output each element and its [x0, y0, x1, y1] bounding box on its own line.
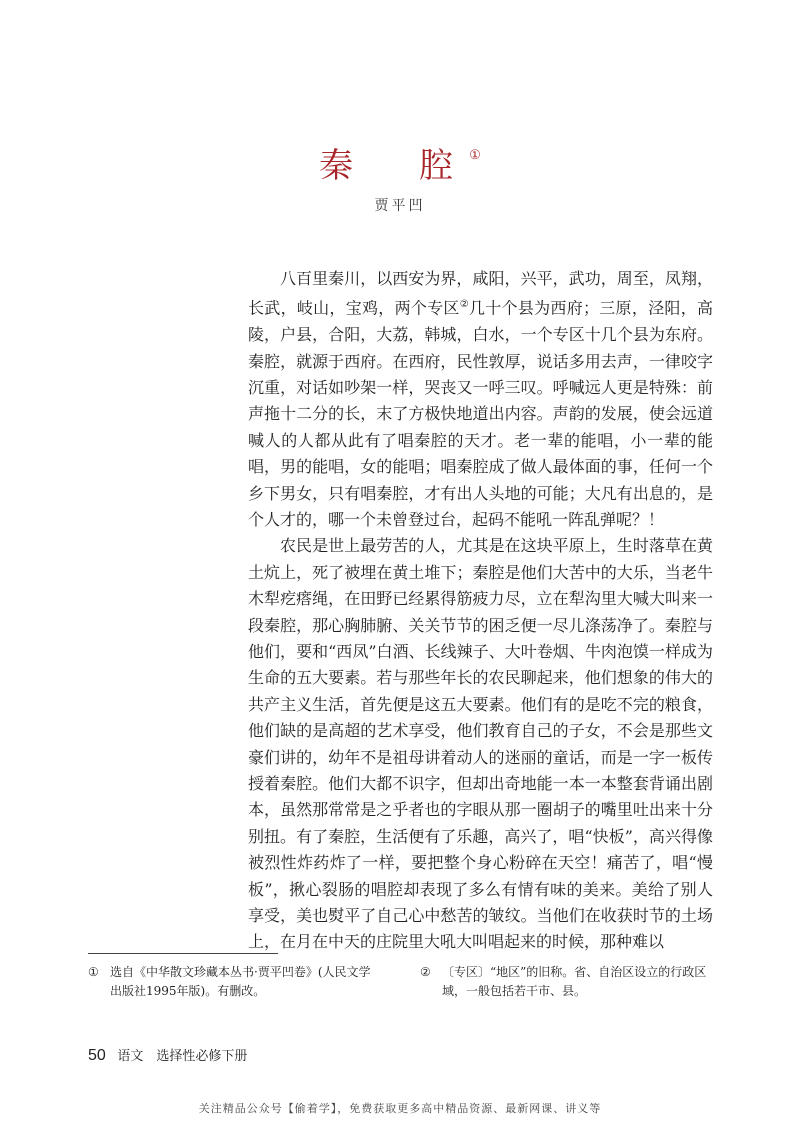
footnote-2 [420, 963, 725, 1001]
footnote-1-text: 选自《中华散文珍藏本丛书·贾平凹卷》(人民文学出版社1995年版)。有删改。 [110, 965, 371, 998]
footnote-divider [88, 953, 278, 954]
paragraph-1-part-a: 八百里秦川，以西安为界，咸阳，兴平，武功，周至，凤翔，长武，岐山，宝鸡，两个专区 [248, 269, 713, 318]
paragraph-2: 农民是世上最劳苦的人，尤其是在这块平原上，生时落草在黄土炕上，死了被埋在黄土堆下；秦腔是他们大苦中的大乐，当老牛木犁疙瘩绳，在田野已经累得筋疲力尽，立在犁沟里大喊大叫来一段秦腔，那心胸肺腑、关关节节的困乏便一尽儿涤荡净了。秦腔与他们，要和“西凤”白酒、长线辣子、大叶卷烟、牛肉泡馍一样成为生命的五大要素。若与那些年长的农民聊起来，他们想象的伟大的共产主义生活，首先便是这五大要素。他们有的是吃不完的粮食，他们缺的是高超的艺术享受，他们教育自己的子女，不会是那些文豪们讲的，幼年不是祖母讲着动人的迷丽的童话，而是一字一板传授着秦腔。他们大都不识字，但却出奇地能一本一本整套背诵出剧本，虽然那常常是之乎者也的字眼从那一圈胡子的嘴里吐出来十分别扭。有了秦腔，生活便有了乐趣，高兴了，唱“快板”，高兴得像被烈性炸药炸了一样，要把整个身心粉碎在天空！痛苦了，唱“慢板”，揪心裂肠的唱腔却表现了多么有情有味的美来。美给了别人享受，美也熨平了自己心中愁苦的皱纹。当他们在收获时节的土场上，在月在中天的庄院里大吼大叫唱起来的时候，那种难以 [248, 536, 713, 952]
author-name: 贾平凹 [374, 198, 426, 214]
paragraph-1-part-b: 几十个县为西府；三原，泾阳，高陵，户县，合阳，大荔，韩城，白水，一个专区十几个县为东府。秦腔，就源于西府。在西府，民性敦厚，说话多用去声，一律咬字沉重，对话如吵架一样，哭丧又一呼三叹。呼喊远人更是特殊：前声拖十二分的长，末了方极快地道出内容。声韵的发展，使会远道喊人的人都从此有了唱秦腔的天才。老一辈的能唱，小一辈的能唱，男的能唱，女的能唱；唱秦腔成了做人最体面的事，任何一个乡下男女，只有唱秦腔，才有出人头地的可能；大凡有出息的，是个人才的，哪一个未曾登过台，起码不能吼一阵乱弹呢？！ [248, 298, 713, 529]
paragraph-1 [248, 266, 713, 533]
title-note-mark[interactable]: ① [469, 147, 481, 163]
article-body [248, 266, 713, 956]
footnote-1-mark: ① [88, 965, 99, 979]
footnote-1 [88, 963, 378, 1001]
promo-footer: 关注精品公众号【偷着学】，免费获取更多高中精品资源、最新网课、讲义等 [198, 1102, 602, 1115]
course-name: 语文 选择性必修下册 [117, 1049, 248, 1064]
page-number: 50 [88, 1047, 106, 1064]
footnote-ref-2[interactable]: ② [459, 299, 469, 311]
page-title [0, 138, 800, 187]
title-text: 秦 腔 [319, 146, 470, 186]
footnote-2-text: 〔专区〕“地区”的旧称。省、自治区设立的行政区域，一般包括若干市、县。 [442, 965, 707, 998]
page-folio [88, 1045, 247, 1065]
footnote-2-mark: ② [420, 965, 431, 979]
